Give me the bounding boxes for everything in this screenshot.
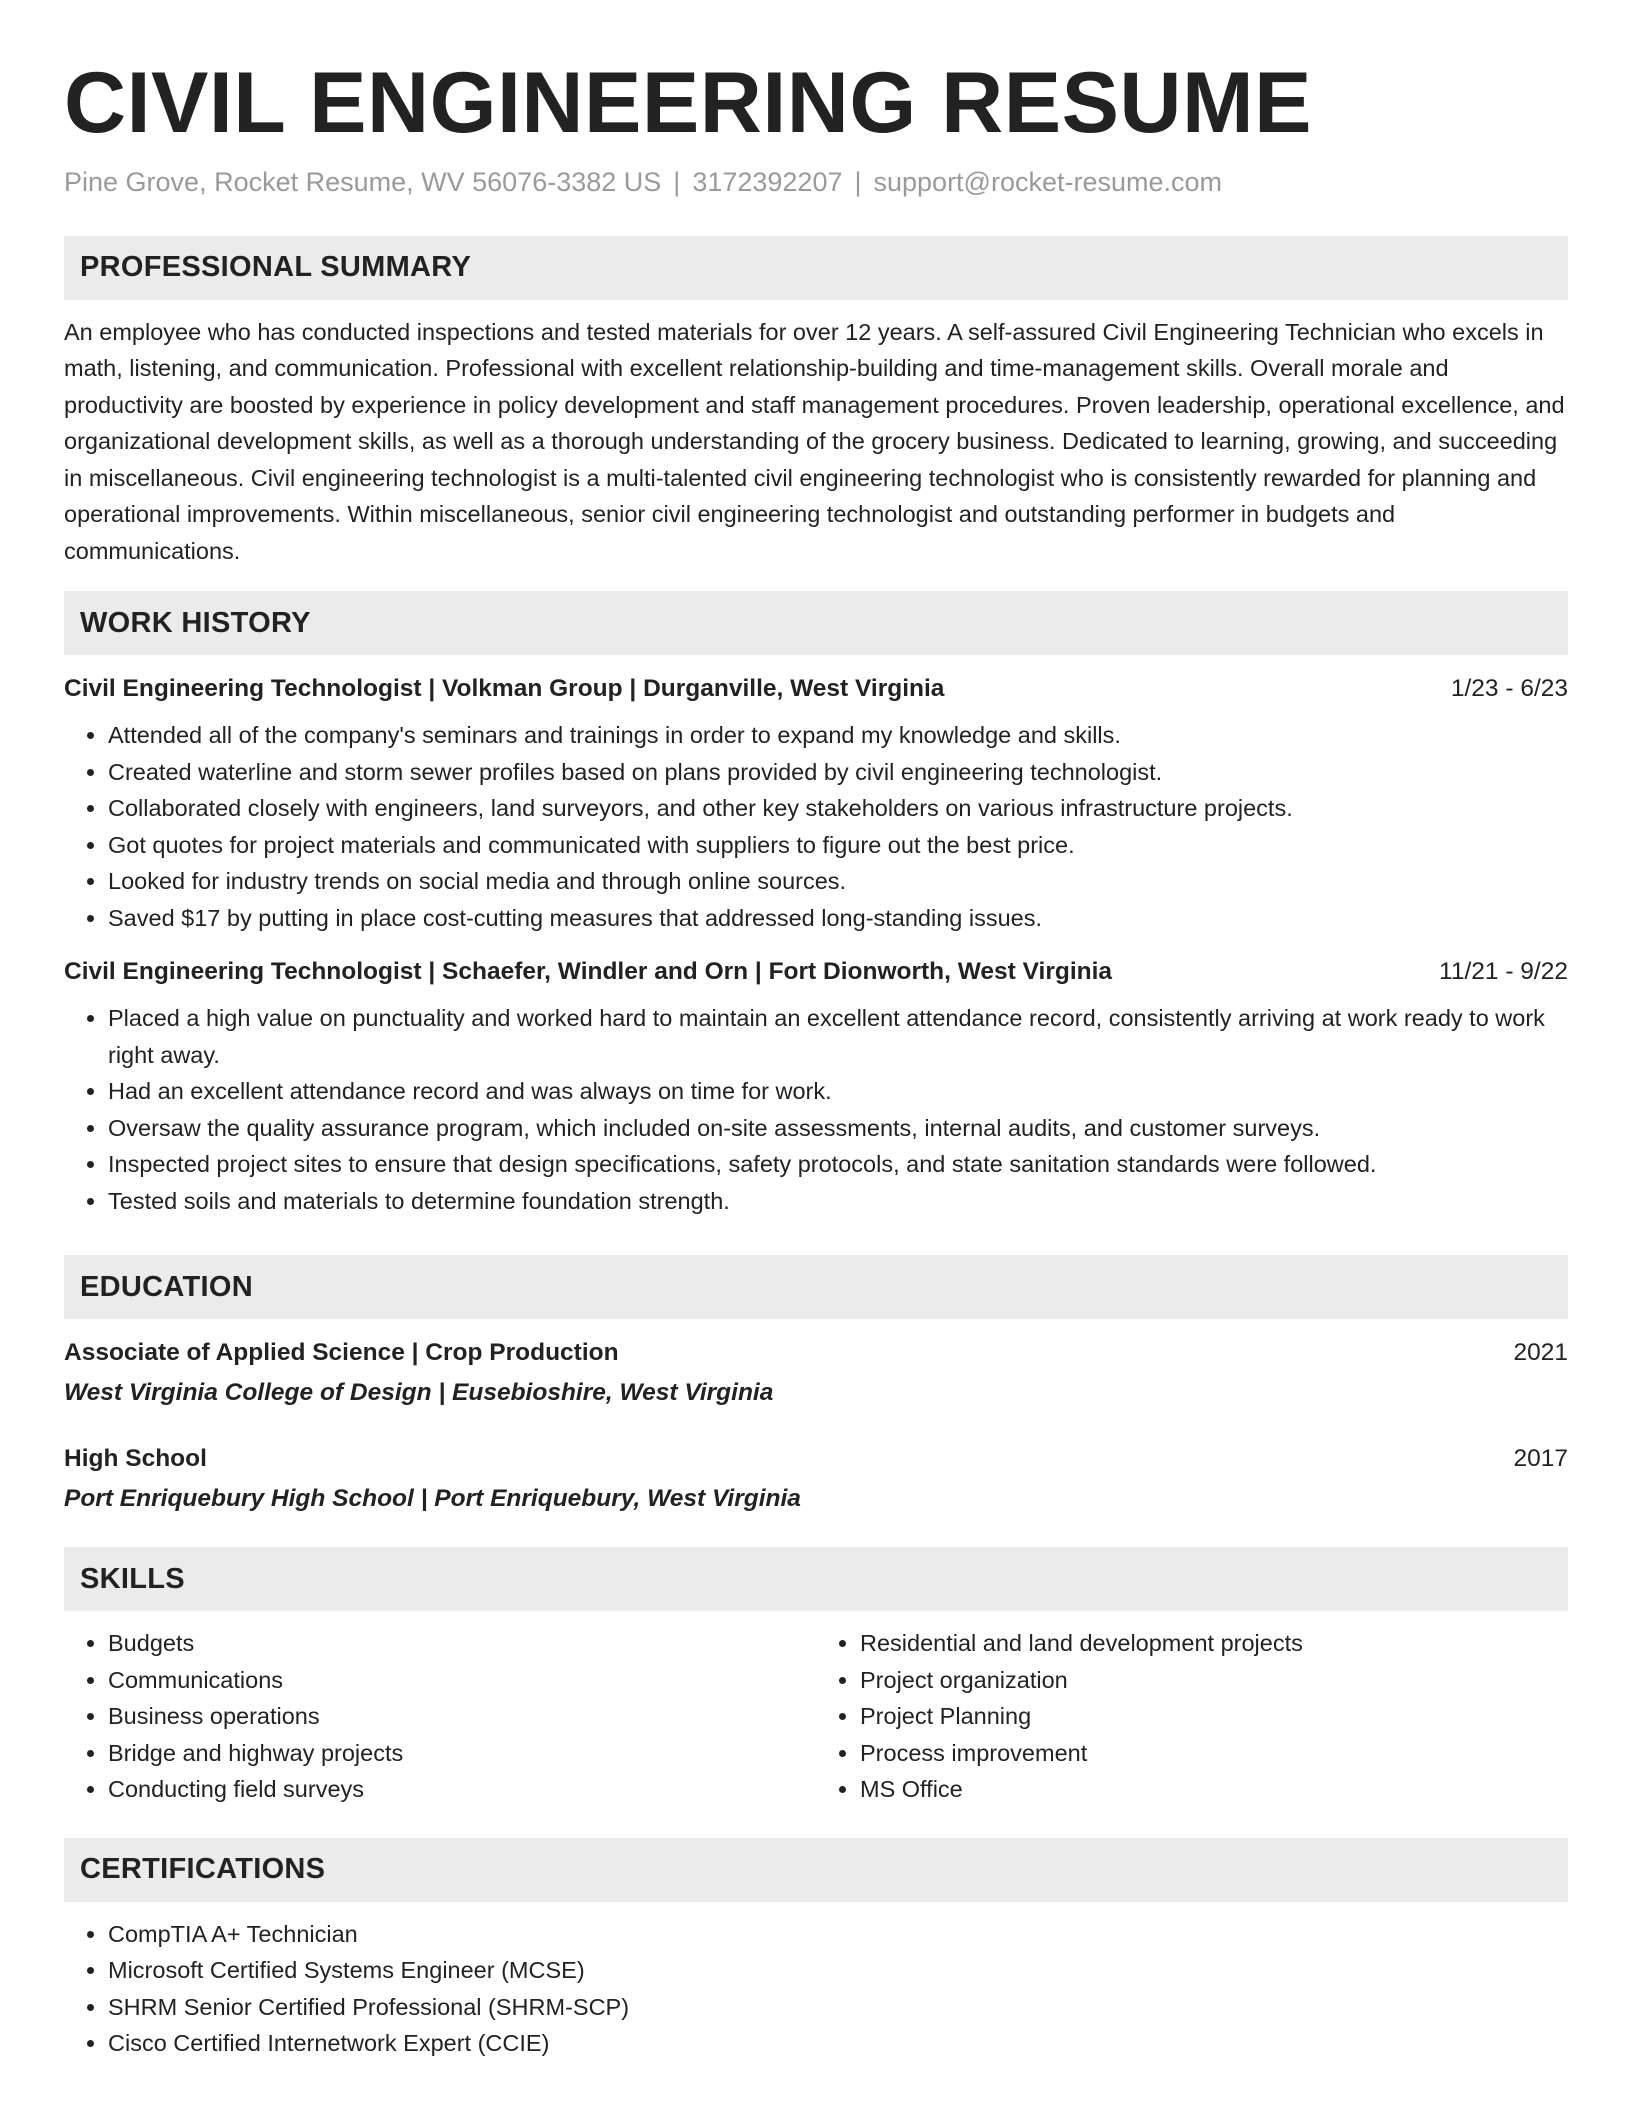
skills-columns	[64, 1625, 1568, 1808]
skill-item: • Business operations	[108, 1698, 816, 1735]
job-title-line: Civil Engineering Technologist | Volkman Group | Durganville, West Virginia	[64, 675, 945, 703]
job-header	[64, 958, 1568, 986]
skill-item: • Residential and land development projects	[860, 1625, 1568, 1662]
contact-line	[64, 167, 1568, 198]
job-entry	[64, 958, 1568, 1219]
summary-text: An employee who has conducted inspections and tested materials for over 12 years. A self-assured Civil Engineering Technician who excels in math, listening, and communication. Professional with excellent relationship-building and time-management skills. Overall morale and productivity are boosted by experience in policy development and staff management procedures. Proven leadership, operational excellence, and organizational development skills, as well as a thorough understanding of the grocery business. Dedicated to learning, growing, and succeeding in miscellaneous. Civil engineering technologist is a multi-talented civil engineering technologist who is consistently rewarded for planning and operational improvements. Within miscellaneous, senior civil engineering technologist and outstanding performer in budgets and communications.	[64, 318, 1565, 564]
job-header	[64, 675, 1568, 703]
education-year: 2017	[1513, 1445, 1568, 1473]
certifications-list	[64, 1916, 1568, 2062]
job-bullet: • Oversaw the quality assurance program, which included on-site assessments, internal audits, and customer surveys.	[108, 1110, 1568, 1147]
education-header	[64, 1339, 1568, 1367]
resume-title: CIVIL ENGINEERING RESUME	[64, 55, 1313, 151]
job-bullet: • Tested soils and materials to determine foundation strength.	[108, 1183, 1568, 1220]
certification-item: • SHRM Senior Certified Professional (SHRM-SCP)	[108, 1989, 1568, 2026]
contact-phone: 3172392207	[692, 166, 843, 197]
job-entry	[64, 675, 1568, 936]
education-school: Port Enriquebury High School | Port Enriquebury, West Virginia	[64, 1485, 801, 1513]
job-bullets	[64, 717, 1568, 936]
skill-item: • Project organization	[860, 1662, 1568, 1699]
skill-item: • Project Planning	[860, 1698, 1568, 1735]
certification-item: • Cisco Certified Internetwork Expert (CCIE)	[108, 2025, 1568, 2062]
skill-item: • MS Office	[860, 1771, 1568, 1808]
education-year: 2021	[1513, 1339, 1568, 1367]
skills-list-right	[816, 1625, 1568, 1808]
job-bullet: • Saved $17 by putting in place cost-cutting measures that addressed long-standing issues.	[108, 900, 1568, 937]
education-entry	[64, 1339, 1568, 1407]
education-entry	[64, 1445, 1568, 1513]
skill-item: • Budgets	[108, 1625, 816, 1662]
job-bullet: • Created waterline and storm sewer profiles based on plans provided by civil engineering technologist.	[108, 754, 1568, 791]
education-degree: Associate of Applied Science | Crop Production	[64, 1339, 619, 1367]
certification-item: • Microsoft Certified Systems Engineer (MCSE)	[108, 1952, 1568, 1989]
job-bullet: • Placed a high value on punctuality and worked hard to maintain an excellent attendance record, consistently arriving at work ready to work right away.	[108, 1000, 1568, 1073]
education-school: West Virginia College of Design | Eusebioshire, West Virginia	[64, 1379, 774, 1407]
education-header	[64, 1445, 1568, 1473]
section-header-skills: SKILLS	[64, 1547, 1568, 1611]
job-title-line: Civil Engineering Technologist | Schaefer, Windler and Orn | Fort Dionworth, West Virginia	[64, 958, 1113, 986]
job-bullets	[64, 1000, 1568, 1219]
skills-list-left	[64, 1625, 816, 1808]
job-bullet: • Had an excellent attendance record and was always on time for work.	[108, 1073, 1568, 1110]
contact-separator: |	[673, 166, 681, 197]
job-bullet: • Collaborated closely with engineers, land surveyors, and other key stakeholders on various infrastructure projects.	[108, 790, 1568, 827]
job-bullet: • Got quotes for project materials and communicated with suppliers to figure out the best price.	[108, 827, 1568, 864]
contact-email: support@rocket-resume.com	[873, 166, 1223, 197]
contact-separator: |	[854, 166, 862, 197]
job-bullet: • Attended all of the company's seminars and trainings in order to expand my knowledge and skills.	[108, 717, 1568, 754]
section-header-education: EDUCATION	[64, 1255, 1568, 1319]
skill-item: • Conducting field surveys	[108, 1771, 816, 1808]
job-bullet: • Inspected project sites to ensure that design specifications, safety protocols, and state sanitation standards were followed.	[108, 1146, 1568, 1183]
contact-address: Pine Grove, Rocket Resume, WV 56076-3382 US	[64, 166, 662, 197]
job-dates: 1/23 - 6/23	[1450, 675, 1568, 703]
job-bullet: • Looked for industry trends on social media and through online sources.	[108, 863, 1568, 900]
skill-item: • Communications	[108, 1662, 816, 1699]
education-degree: High School	[64, 1445, 207, 1473]
section-header-work-history: WORK HISTORY	[64, 591, 1568, 655]
certification-item: • CompTIA A+ Technician	[108, 1916, 1568, 1953]
skill-item: • Bridge and highway projects	[108, 1735, 816, 1772]
section-header-summary: PROFESSIONAL SUMMARY	[64, 236, 1568, 300]
skill-item: • Process improvement	[860, 1735, 1568, 1772]
section-header-certifications: CERTIFICATIONS	[64, 1838, 1568, 1902]
job-dates: 11/21 - 9/22	[1439, 958, 1568, 986]
